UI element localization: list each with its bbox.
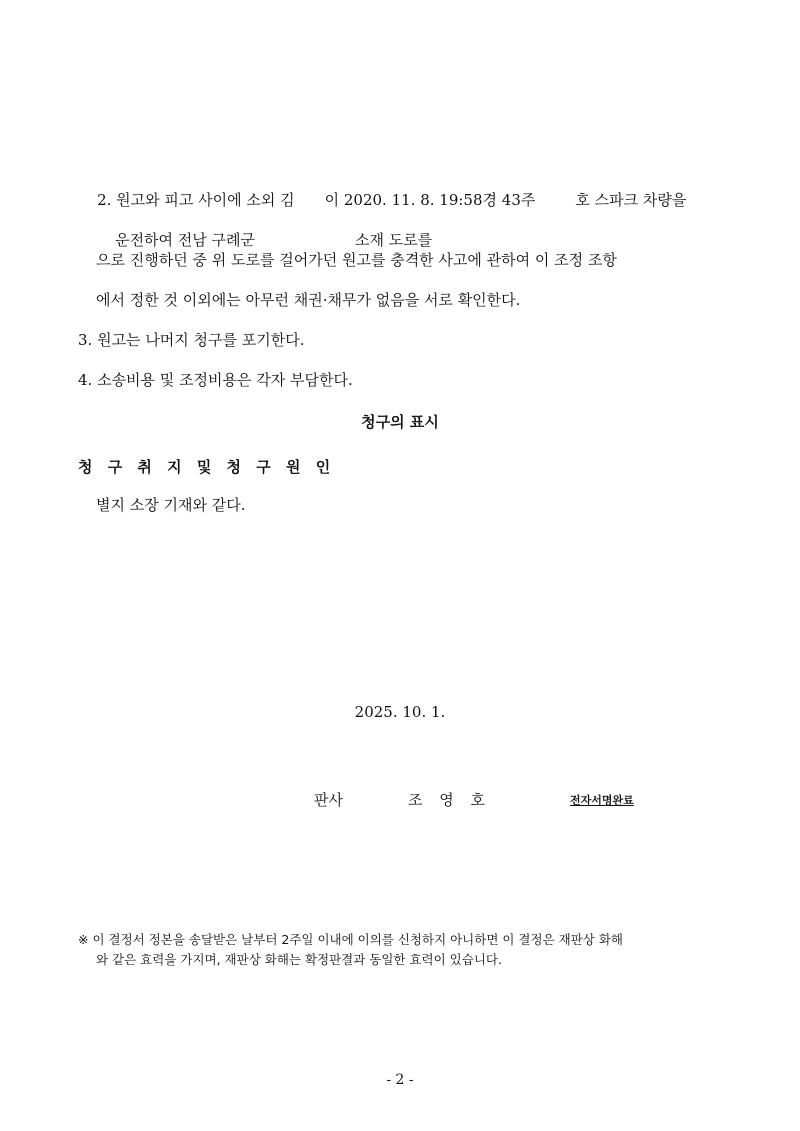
item-2-text: 소재 도로를 [355, 231, 433, 249]
judge-label: 판사 [314, 791, 343, 809]
claim-body: 별지 소장 기재와 같다. [96, 496, 246, 514]
date: 2025. 10. 1. [354, 703, 446, 721]
item-3: 3. 원고는 나머지 청구를 포기한다. [78, 331, 305, 349]
item-2-text: 이 2020. 11. 8. 19:58경 43주 [324, 191, 536, 209]
page-number: - 2 - [386, 1072, 414, 1088]
item-2-text: 운전하여 전남 구례군 [115, 231, 256, 249]
item-4: 4. 소송비용 및 조정비용은 각자 부담한다. [78, 371, 353, 389]
judge-name: 조 영 호 [408, 791, 492, 809]
claim-title: 청구의 표시 [361, 413, 439, 431]
item-2-text: 호 스파크 차량을 [575, 191, 687, 209]
item-2-line-4: 에서 정한 것 이외에는 아무런 채권·채무가 없음을 서로 확인한다. [96, 291, 521, 309]
claim-heading: 청 구 취 지 및 청 구 원 인 [78, 458, 336, 476]
item-2-text: 2. 원고와 피고 사이에 소외 김 [97, 191, 295, 209]
notice-line-2: 와 같은 효력을 가지며, 재판상 화해는 확정판결과 동일한 효력이 있습니다. [96, 952, 502, 967]
signature-stamp: 전자서명완료 [570, 794, 634, 807]
item-2-line-3: 으로 진행하던 중 위 도로를 걸어가던 원고를 충격한 사고에 관하여 이 조정 조항 [96, 251, 617, 269]
notice-line-1: ※ 이 결정서 정본을 송달받은 날부터 2주일 이내에 이의를 신청하지 아니하면 이 결정은 재판상 화해 [78, 932, 623, 947]
